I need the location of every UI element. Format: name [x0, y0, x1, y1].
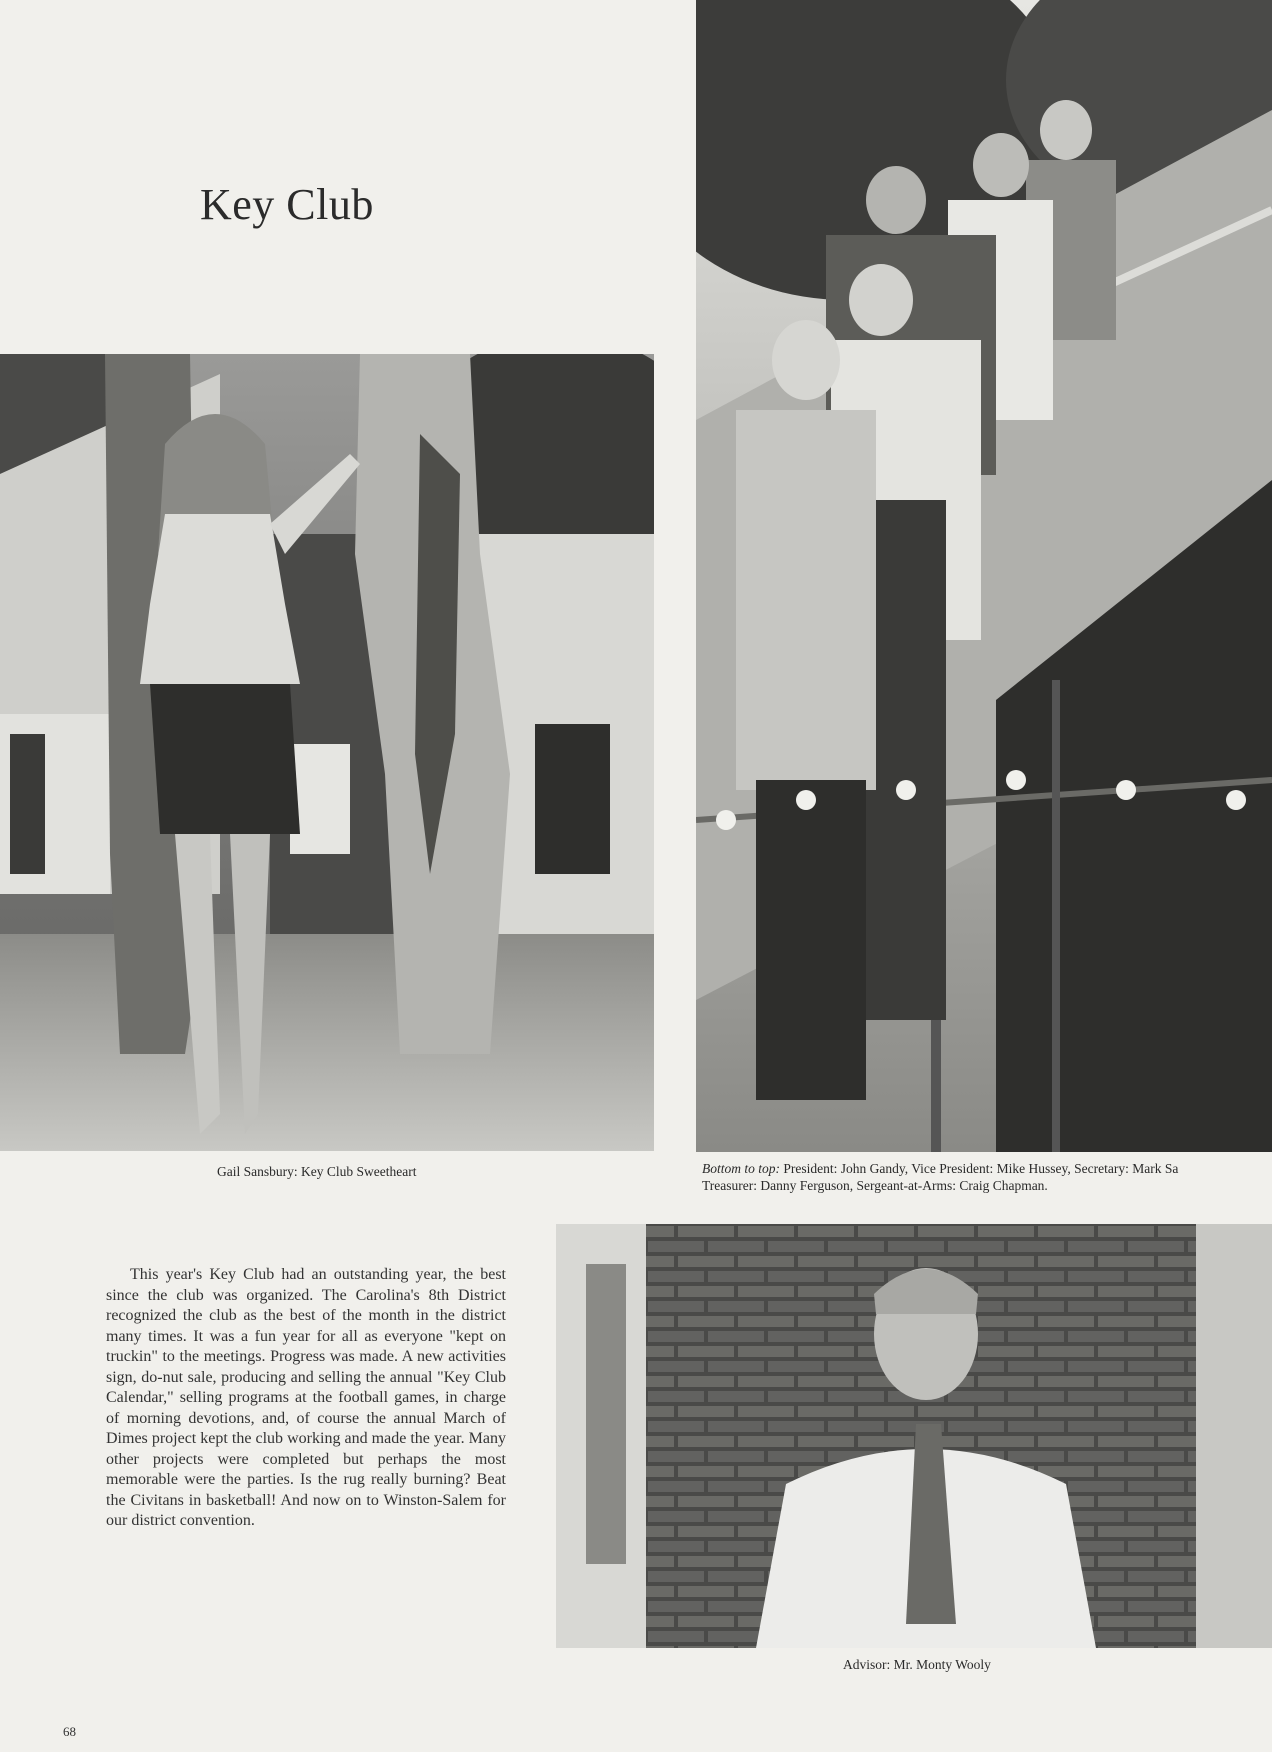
- advisor-caption: Advisor: Mr. Monty Wooly: [843, 1657, 991, 1672]
- officers-photo: [696, 0, 1272, 1152]
- sweetheart-caption: Gail Sansbury: Key Club Sweetheart: [217, 1164, 417, 1179]
- officers-caption-line1: President: John Gandy, Vice President: Mike Hussey, Secretary: Mark Sa: [780, 1161, 1179, 1176]
- advisor-photo: [556, 1224, 1272, 1648]
- officers-caption-line2: Treasurer: Danny Ferguson, Sergeant-at-Arms: Craig Chapman.: [702, 1178, 1048, 1193]
- article-body: This year's Key Club had an outstanding year, the best since the club was organized. The Carolina's 8th District recognized the club as the best of the month in the district many times. It was a fun year for all as everyone "kept on truckin" to the meetings. Progress was made. A new activities sign, do-nut sale, producing and selling the annual "Key Club Calendar," selling programs at the football games, in charge of morning devotions, and, of course the annual March of Dimes project kept the club working and made the year. Many other projects were completed but perhaps the most memorable were the parties. Is the rug really burning? Beat the Civitans in basketball! And now on to Winston-Salem for our district convention.: [106, 1266, 506, 1529]
- page-number: 68: [63, 1724, 76, 1739]
- officers-caption-prefix: Bottom to top:: [702, 1161, 780, 1176]
- page-title: Key Club: [200, 180, 374, 230]
- officers-caption: [702, 1160, 1272, 1194]
- sweetheart-photo: [0, 354, 654, 1151]
